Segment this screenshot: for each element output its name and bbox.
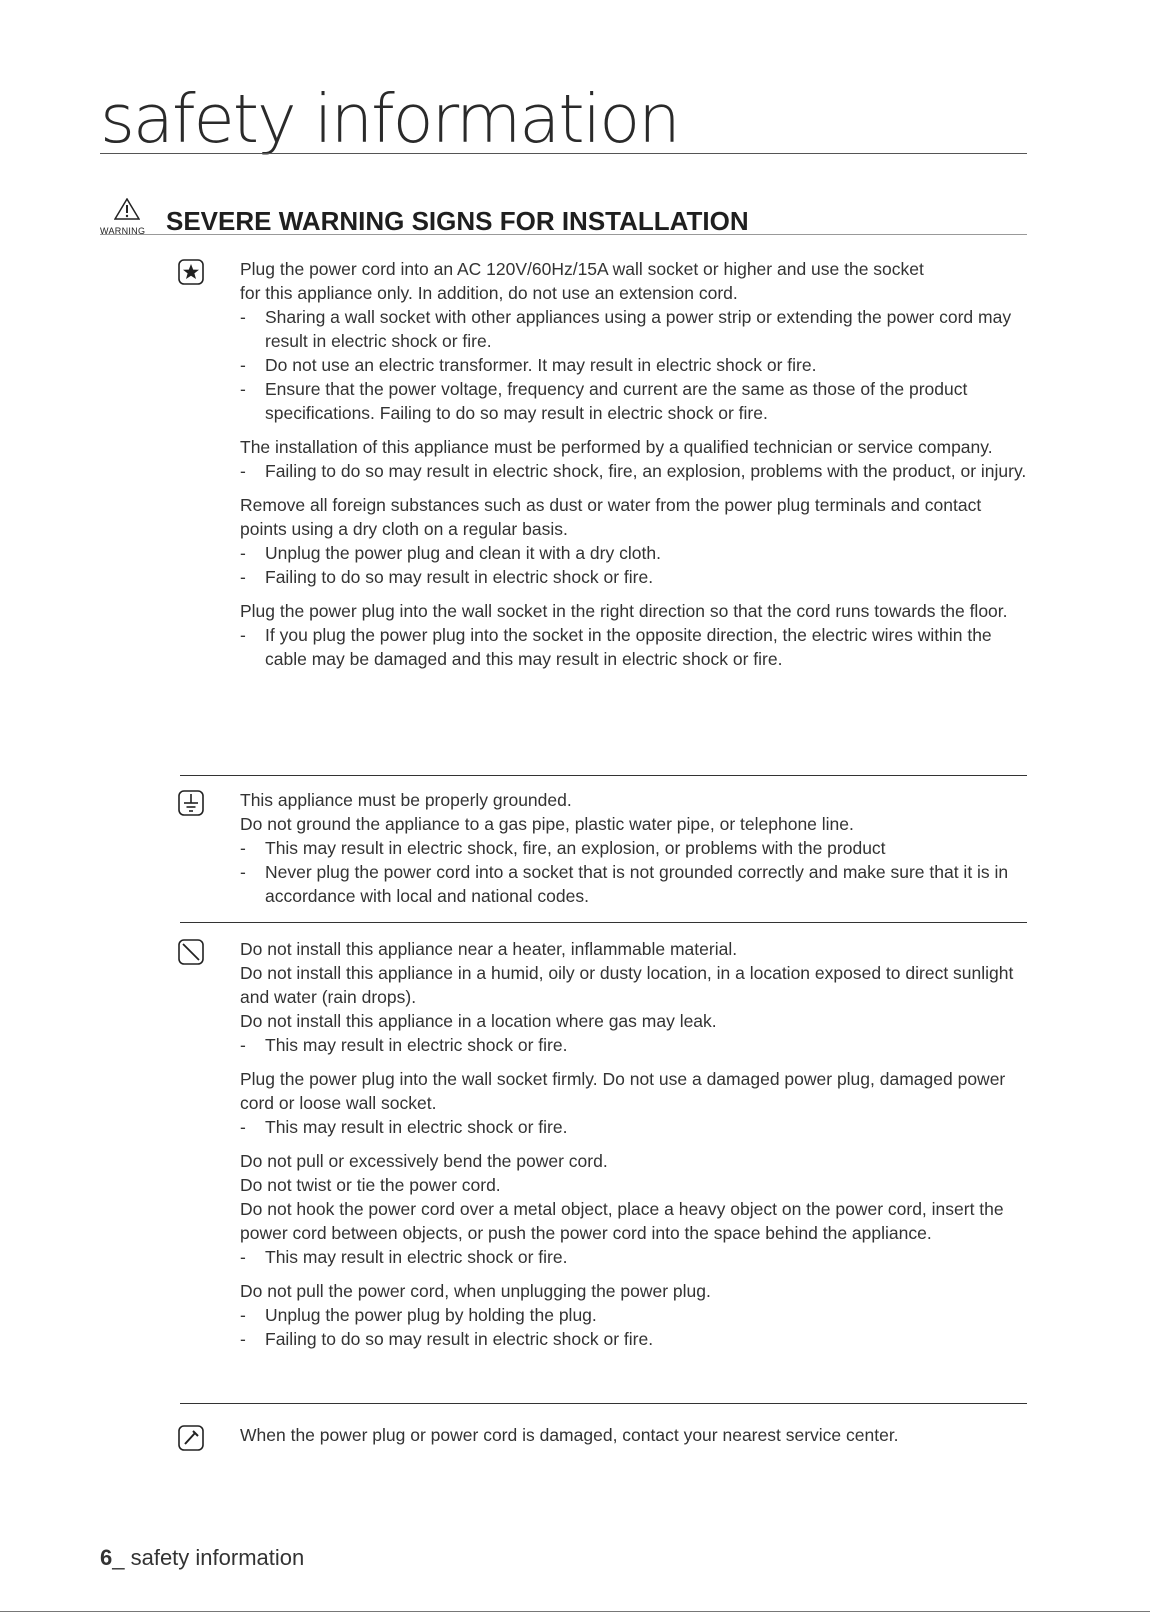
text-line: Do not install this appliance in a humid, oily or dusty location, in a location exposed to direct sunlight and water (rain drops). [240, 963, 1014, 1007]
bullet-item: - This may result in electric shock or fire. [240, 1245, 1030, 1269]
text-line: Do not ground the appliance to a gas pipe, plastic water pipe, or telephone line. [240, 814, 854, 834]
bullet-item: - Ensure that the power voltage, frequency and current are the same as those of the product specifications. Failing to do so may result in electric shock or fire. [240, 377, 1030, 425]
heading-text: SEVERE WARNING SIGNS FOR INSTALLATION [166, 206, 749, 236]
warning-icon [100, 198, 158, 236]
text-line: for this appliance only. In addition, do not use an extension cord. [240, 283, 738, 303]
bullet-item: - Unplug the power plug by holding the plug. [240, 1303, 1030, 1327]
text-line: Plug the power cord into an AC 120V/60Hz/15A wall socket or higher and use the socket [240, 259, 924, 279]
text-line: Do not twist or tie the power cord. [240, 1175, 501, 1195]
text-paragraph: Do not pull the power cord, when unplugging the power plug. [240, 1281, 711, 1301]
text-paragraph: Remove all foreign substances such as dust or water from the power plug terminals and contact points using a dry cloth on a regular basis. [240, 495, 982, 539]
heading-rule [100, 234, 1027, 235]
text-paragraph: Plug the power plug into the wall socket in the right direction so that the cord runs towards the floor. [240, 601, 1008, 621]
text-paragraph: The installation of this appliance must be performed by a qualified technician or service company. [240, 437, 993, 457]
bullet-item: - This may result in electric shock, fire, an explosion, or problems with the product [240, 836, 1030, 860]
bottom-rule [0, 1611, 1150, 1612]
bullet-item: - Failing to do so may result in electric shock or fire. [240, 1327, 1030, 1351]
section-divider [180, 922, 1027, 923]
section-grounding [180, 788, 1027, 908]
title-rule [100, 153, 1027, 154]
section-divider [180, 775, 1027, 776]
bullet-item: - Unplug the power plug and clean it with a dry cloth. [240, 541, 1030, 565]
bullet-item: - Sharing a wall socket with other appliances using a power strip or extending the power cord may result in electric shock or fire. [240, 305, 1030, 353]
bullet-item: - Never plug the power cord into a socket that is not grounded correctly and make sure that it is in accordance with local and national codes. [240, 860, 1030, 908]
bullet-item: - Failing to do so may result in electric shock, fire, an explosion, problems with the product, or injury. [240, 459, 1030, 483]
section-location [180, 937, 1027, 1351]
text-line: Do not install this appliance near a heater, inflammable material. [240, 939, 738, 959]
footer-text: _ safety information [112, 1545, 305, 1570]
ground-icon [178, 790, 204, 816]
service-icon [178, 1425, 204, 1451]
section-divider [180, 1403, 1027, 1404]
page-number: 6 [100, 1545, 113, 1570]
bullet-item: - This may result in electric shock or fire. [240, 1115, 1030, 1139]
text-line: This appliance must be properly grounded. [240, 790, 572, 810]
text-line: When the power plug or power cord is damaged, contact your nearest service center. [240, 1425, 899, 1445]
text-paragraph: Plug the power plug into the wall socket firmly. Do not use a damaged power plug, damaged power cord or loose wall socket. [240, 1069, 1006, 1113]
bullet-item: - Failing to do so may result in electric shock or fire. [240, 565, 1030, 589]
text-paragraph: Do not hook the power cord over a metal object, place a heavy object on the power cord, insert the power cord between objects, or push the power cord into the space behind the appliance. [240, 1199, 1004, 1243]
section-heading [100, 200, 749, 236]
prohibited-icon [178, 939, 204, 965]
bullet-item: - If you plug the power plug into the socket in the opposite direction, the electric wires within the cable may be damaged and this may result in electric shock or fire. [240, 623, 1030, 671]
section-service [180, 1423, 1027, 1447]
page-footer [100, 1545, 304, 1571]
page-title: safety information [100, 80, 679, 158]
bullet-item: - Do not use an electric transformer. It may result in electric shock or fire. [240, 353, 1030, 377]
bullet-item: - This may result in electric shock or fire. [240, 1033, 1030, 1057]
star-icon [178, 259, 204, 285]
text-line: Do not pull or excessively bend the power cord. [240, 1151, 608, 1171]
warning-label: WARNING [100, 226, 146, 236]
section-power-cord [180, 257, 1027, 671]
text-line: Do not install this appliance in a location where gas may leak. [240, 1011, 717, 1031]
